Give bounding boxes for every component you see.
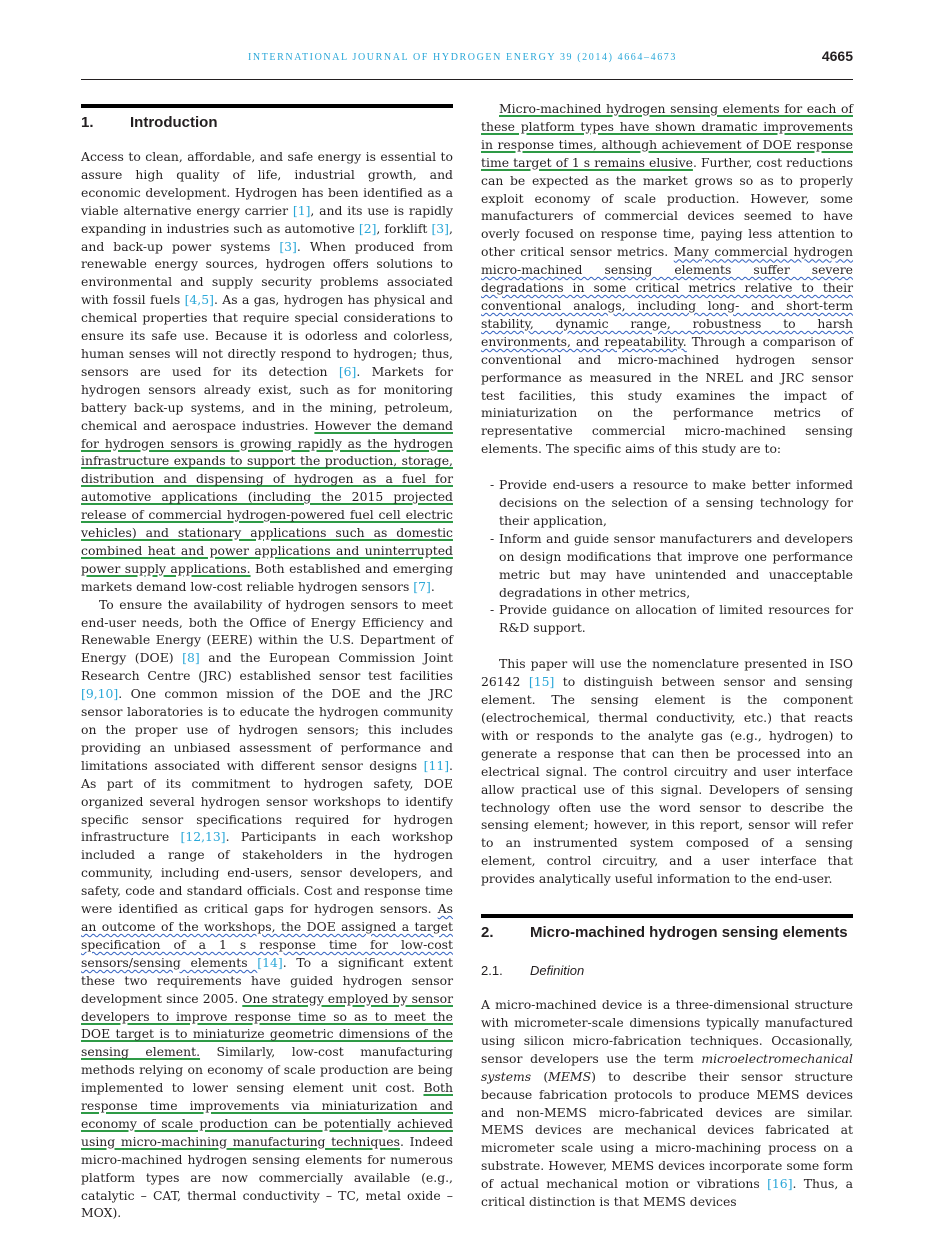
citation-link[interactable]: [6]: [338, 363, 357, 379]
text: to distinguish between sensor and sensing element. The sensing element is the component (electrochemical, thermal conductivity, etc.) that reacts with or responds to the analyte gas (e.g., hydrogen) to generate a response that can then be processed into an electrical signal. The control circuitry and user interface allow practical use of this signal. Developers of sensing technology often use the word sensor to describe the sensing element; however, in this report, sensor will refer to an instrumented system composed of a sensing element, control circuitry, and a user interface that provides analytically useful information to the end-user.: [481, 674, 853, 887]
section-rule: [481, 914, 853, 918]
highlight-underline: One strategy employed by sensor developers to improve response time so as to meet the DOE target is to miniaturize geometric dimensions of the sensing element.: [81, 990, 453, 1060]
paragraph: [81, 148, 453, 596]
right-column: [481, 100, 853, 1211]
text: , and back-up power systems: [81, 220, 453, 254]
section-rule: [81, 104, 453, 108]
citation-link[interactable]: [12,13]: [180, 829, 226, 845]
citation-link[interactable]: [2]: [358, 220, 377, 236]
text: (: [531, 1068, 549, 1084]
page-number: 4665: [821, 48, 853, 64]
section-heading-introduction: [81, 114, 453, 132]
paragraph: [481, 100, 853, 458]
citation-link[interactable]: [9,10]: [81, 686, 119, 702]
journal-running-header: INTERNATIONAL JOURNAL OF HYDROGEN ENERGY 39 (2014) 4664–4673: [247, 52, 678, 63]
section-number: 1.: [81, 114, 94, 131]
text: A micro-machined device is a three-dimensional structure with micrometer-scale dimensions typically manufactured using silicon micro-fabrication techniques. Occasionally, sensor developers use the term: [481, 997, 853, 1066]
citation-link[interactable]: [1]: [292, 202, 311, 218]
list-item: - Inform and guide sensor manufacturers and developers on design modifications that improve one performance metric but may have unintended and unacceptable degradations in other metrics,: [481, 530, 853, 602]
text: . Thus, a critical distinction is that MEMS devices: [481, 1176, 853, 1210]
paragraph: [81, 596, 453, 1223]
emphasis: microelectromechanical systems: [481, 1050, 853, 1084]
list-item: - Provide guidance on allocation of limited resources for R&D support.: [481, 601, 853, 637]
wavy-annotation: Many commercial hydrogen micro-machined sensing elements suffer severe degradations in some critical metrics relative to their conventional analogs, including long- and short-term stability, dynamic range, robustness to harsh environments, and repeatability.: [481, 244, 853, 349]
highlight-underline: However the demand for hydrogen sensors is growing rapidly as the hydrogen infrastructure expands to support the production, storage, distribution and dispensing of hydrogen as a fuel for automotive applications (including the 2015 projected release of commercial hydrogen-powered fuel cell electric vehicles) and stationary applications such as domestic combined heat and power applications and uninterrupted power supply applications.: [81, 417, 453, 576]
text: . As part of its commitment to hydrogen safety, DOE organized several hydrogen sensor workshops to identify specific sensor specifications required for hydrogen infrastructure: [81, 757, 453, 845]
citation-link[interactable]: [11]: [423, 757, 450, 773]
text: This paper will use the nomenclature presented in ISO 26142: [481, 656, 853, 690]
text: Access to clean, affordable, and safe energy is essential to assure high quality of life, industrial growth, and economic development. Hydrogen has been identified as a viable alternative energy carrier: [81, 149, 453, 218]
subsection-number: 2.1.: [481, 963, 503, 979]
text: . When produced from renewable energy sources, hydrogen offers solutions to environmental and supply security problems associated with fossil fuels: [81, 238, 453, 308]
list-item: - Provide end-users a resource to make better informed decisions on the selection of a sensing technology for their application,: [481, 476, 853, 530]
highlight-underline: Micro-machined hydrogen sensing elements for each of these platform types have shown dramatic improvements in response times, although achievement of DOE response time target of 1 s remains elusive: [481, 101, 853, 170]
section-title: Micro-machined hydrogen sensing elements: [530, 924, 848, 942]
text: ) to describe their sensor structure because fabrication protocols to produce MEMS devices and non-MEMS micro-fabricated devices are similar. MEMS devices are mechanical devices fabricated at micrometer scale using a micro-machining process on a substrate. However, MEMS devices incorporate some form of actual mechanical motion or vibrations: [481, 1068, 853, 1192]
text: . Markets for hydrogen sensors already exist, such as for monitoring battery back-up systems, and in the mining, petroleum, chemical and aerospace industries.: [81, 363, 453, 433]
left-column: [81, 100, 453, 1222]
text: To ensure the availability of hydrogen sensors to meet end-user needs, both the Office of Energy Efficiency and Renewable Energy (EERE) within the U.S. Department of Energy (DOE): [81, 596, 453, 666]
citation-link[interactable]: [7]: [413, 578, 431, 594]
text: , and its use is rapidly expanding in industries such as automotive: [81, 202, 453, 236]
citation-link[interactable]: [4,5]: [184, 292, 214, 308]
aims-list: [481, 476, 853, 637]
text: , forklift: [376, 220, 432, 236]
text: . As a gas, hydrogen has physical and chemical properties that require special considerations to ensure its safe use. Because it is odorless and colorless, human senses will not directly respond to hydrogen; thus, sensors are used for its detection: [81, 292, 453, 379]
text: Both established and emerging markets demand low-cost reliable hydrogen sensors: [81, 560, 453, 594]
text: Similarly, low-cost manufacturing methods relying on economy of scale production are being implemented to lower sensing element unit cost.: [81, 1044, 453, 1096]
subsection-heading-definition: [481, 963, 853, 978]
citation-link[interactable]: [3]: [279, 238, 297, 254]
paragraph: [481, 996, 853, 1211]
highlight-underline: Both response time improvements via miniaturization and economy of scale production can be potentially achieved using micro-machining manufacturing techniques: [81, 1080, 453, 1149]
section-title: Introduction: [130, 114, 218, 131]
citation-link[interactable]: [15]: [528, 674, 555, 690]
citation-link[interactable]: [8]: [182, 650, 200, 666]
header-divider: [81, 79, 853, 80]
subsection-title: Definition: [530, 963, 585, 979]
text: . Participants in each workshop included a range of stakeholders in the hydrogen community, including end-users, sensor developers, and safety, code and standard officials. Cost and response time were identified as critical gaps for hydrogen sensors.: [81, 829, 453, 917]
text: . To a significant extent these two requirements have guided hydrogen sensor development since 2005.: [81, 954, 453, 1006]
text: . Further, cost reductions can be expected as the market grows so as to properly exploit economy of scale production. However, some manufacturers of commercial devices seemed to have overly focused on response time, paying less attention to other critical sensor metrics.: [481, 154, 853, 260]
wavy-annotation: As an outcome of the workshops, the DOE assigned a target specification of a 1 s response time for low-cost sensors/sensing elements: [81, 901, 453, 970]
text: and the European Commission Joint Research Centre (JRC) established sensor test facilities: [81, 650, 453, 684]
text: . Indeed micro-machined hydrogen sensing elements for numerous platform types are now commercially available (e.g., catalytic – CAT, thermal conductivity – TC, metal oxide – MOX).: [81, 1133, 454, 1221]
citation-link[interactable]: [3]: [431, 220, 450, 236]
citation-link[interactable]: [14]: [257, 954, 283, 970]
text: .: [430, 578, 435, 594]
citation-link[interactable]: [16]: [767, 1176, 793, 1192]
section-number: 2.: [481, 924, 494, 942]
paragraph: [481, 655, 853, 888]
emphasis: MEMS: [548, 1068, 592, 1084]
text: . One common mission of the DOE and the JRC sensor laboratories is to educate the hydrogen community on the proper use of hydrogen sensors; this includes providing an unbiased assessment of performance and limitations associated with different sensor designs: [81, 686, 453, 773]
section-heading-micro-machined: [481, 924, 853, 942]
text: Through a comparison of conventional and micro-machined hydrogen sensor performance as measured in the NREL and JRC sensor test facilities, this study examines the impact of miniaturization on the performance metrics of representative commercial micro-machined sensing elements. The specific aims of this study are to:: [481, 333, 853, 457]
